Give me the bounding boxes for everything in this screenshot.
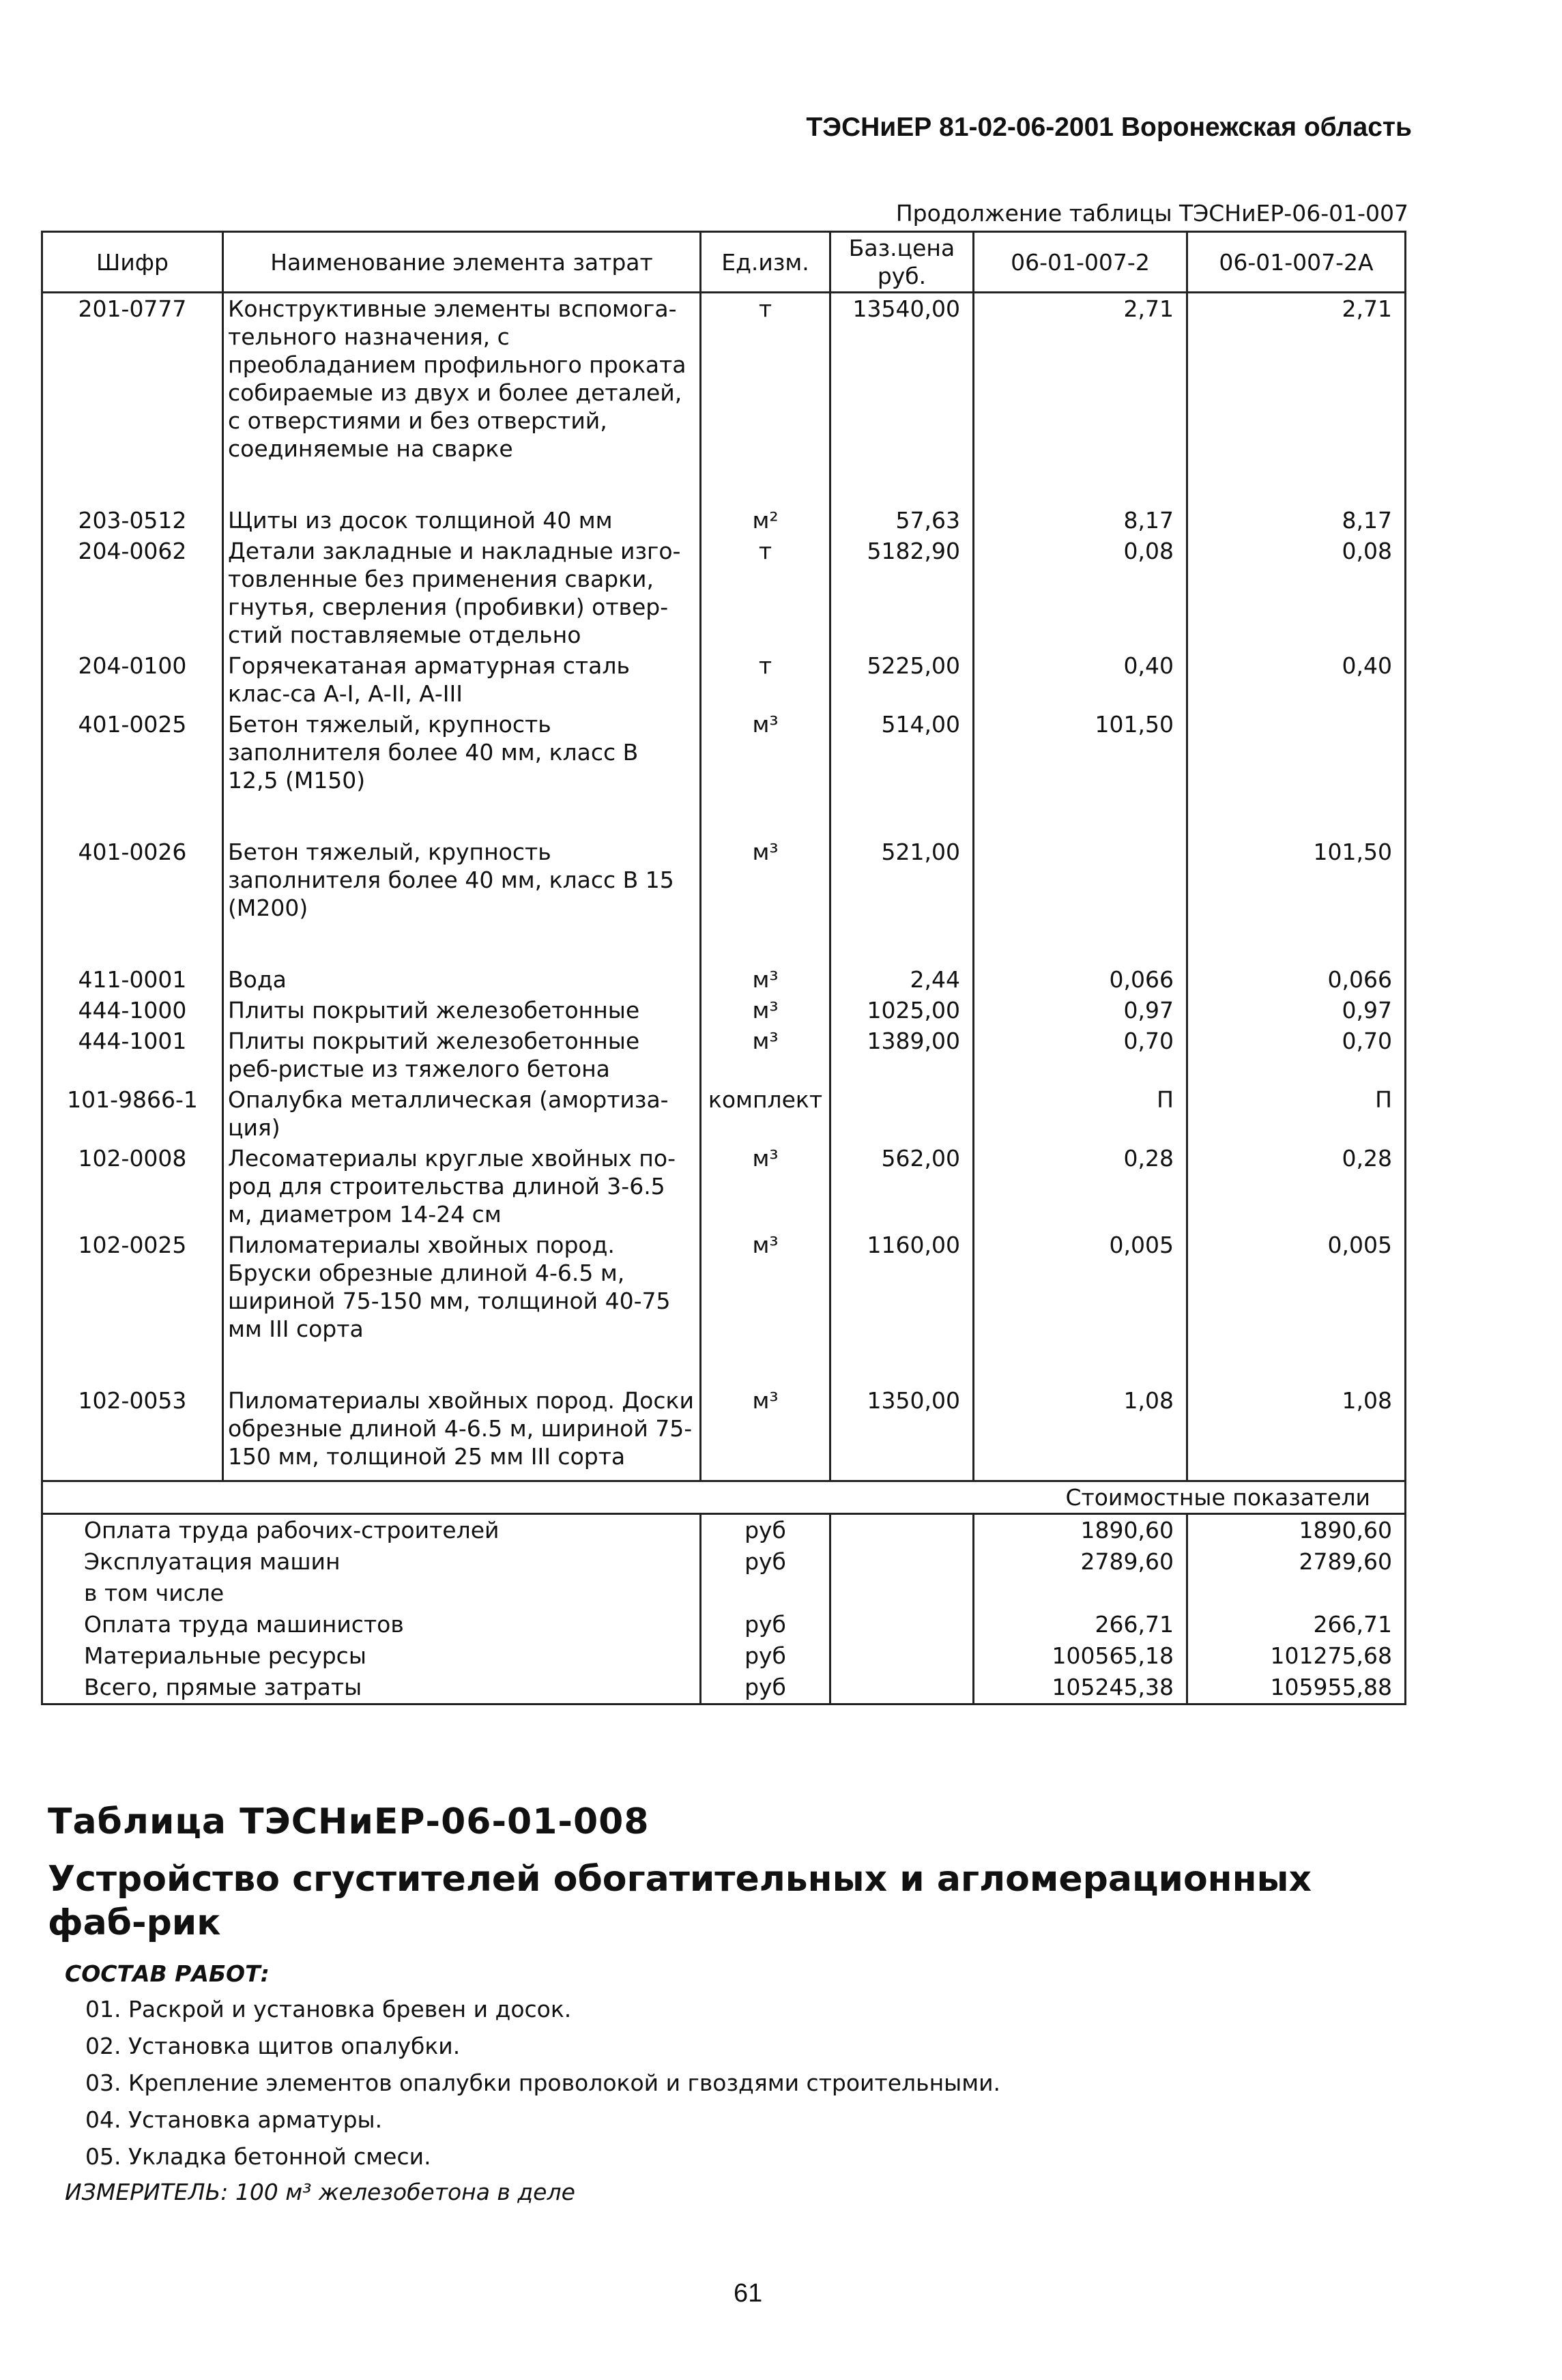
- row-value-2: [1187, 709, 1406, 796]
- row-unit: м³: [701, 995, 830, 1026]
- col-header-name: Наименование элемента затрат: [223, 232, 701, 293]
- row-price: 1160,00: [830, 1230, 974, 1344]
- table-row: [42, 837, 1406, 923]
- row-price: 521,00: [830, 837, 974, 923]
- summary-unit: руб: [701, 1546, 830, 1578]
- row-code: 102-0008: [42, 1143, 223, 1230]
- row-value-2: 0,97: [1187, 995, 1406, 1026]
- row-name: Конструктивные элементы вспомога-тельного назначения, с преобладанием профильного проката собираемые из двух и более деталей, с отверстиями и без отверстий, соединяемые на сварке: [223, 293, 701, 465]
- row-code: 204-0062: [42, 536, 223, 650]
- row-code: 401-0026: [42, 837, 223, 923]
- row-unit: м³: [701, 837, 830, 923]
- row-name: Бетон тяжелый, крупность заполнителя более 40 мм, класс В 12,5 (М150): [223, 709, 701, 796]
- row-unit: м³: [701, 709, 830, 796]
- row-code: 203-0512: [42, 505, 223, 536]
- row-value-1: 8,17: [974, 505, 1187, 536]
- table-row: [42, 709, 1406, 796]
- summary-value-1: 100565,18: [974, 1640, 1187, 1672]
- row-unit: м³: [701, 964, 830, 995]
- summary-value-2: 1890,60: [1187, 1514, 1406, 1547]
- col-header-v1: 06-01-007-2: [974, 232, 1187, 293]
- row-value-1: 1,08: [974, 1385, 1187, 1472]
- row-code: 201-0777: [42, 293, 223, 465]
- summary-row: [42, 1514, 1406, 1547]
- row-value-2: 8,17: [1187, 505, 1406, 536]
- row-name: Опалубка металлическая (амортиза-ция): [223, 1084, 701, 1143]
- works-item: 02. Установка щитов опалубки.: [85, 2033, 461, 2059]
- summary-row: [42, 1640, 1406, 1672]
- table-header-row: [42, 232, 1406, 293]
- spacer-row: [42, 796, 1406, 837]
- table-row: [42, 505, 1406, 536]
- row-value-1: 0,005: [974, 1230, 1187, 1344]
- col-header-unit: Ед.изм.: [701, 232, 830, 293]
- works-item: 05. Укладка бетонной смеси.: [85, 2143, 431, 2170]
- table-row: [42, 293, 1406, 465]
- summary-unit: руб: [701, 1609, 830, 1640]
- row-value-1: 0,97: [974, 995, 1187, 1026]
- summary-value-2: [1187, 1578, 1406, 1609]
- row-name: Бетон тяжелый, крупность заполнителя более 40 мм, класс В 15 (М200): [223, 837, 701, 923]
- row-code: 444-1000: [42, 995, 223, 1026]
- row-unit: т: [701, 536, 830, 650]
- row-value-2: 0,08: [1187, 536, 1406, 650]
- row-value-1: [974, 837, 1187, 923]
- row-value-2: 1,08: [1187, 1385, 1406, 1472]
- works-heading: СОСТАВ РАБОТ:: [65, 1960, 270, 1987]
- table-row: [42, 1084, 1406, 1143]
- summary-value-1: 1890,60: [974, 1514, 1187, 1547]
- running-header: ТЭСНиЕР 81-02-06-2001 Воронежская область: [806, 113, 1412, 142]
- summary-label: Всего, прямые затраты: [42, 1672, 701, 1704]
- row-price: 562,00: [830, 1143, 974, 1230]
- table-subtitle: Устройство сгустителей обогатительных и агломерационных фаб-рик: [48, 1859, 1312, 1943]
- row-price: 5225,00: [830, 650, 974, 709]
- table-title: Таблица ТЭСНиЕР-06-01-008: [48, 1801, 650, 1842]
- works-list: [85, 1991, 1000, 2175]
- summary-unit: руб: [701, 1640, 830, 1672]
- row-name: Пиломатериалы хвойных пород. Бруски обрезные длиной 4-6.5 м, шириной 75-150 мм, толщиной 40-75 мм III сорта: [223, 1230, 701, 1344]
- row-unit: м²: [701, 505, 830, 536]
- summary-value-1: 2789,60: [974, 1546, 1187, 1578]
- row-name: Детали закладные и накладные изго-товленные без применения сварки, гнутья, сверления (пробивки) отвер-стий поставляемые отдельно: [223, 536, 701, 650]
- row-unit: м³: [701, 1026, 830, 1084]
- row-code: 401-0025: [42, 709, 223, 796]
- row-value-2: 0,70: [1187, 1026, 1406, 1084]
- summary-unit: руб: [701, 1672, 830, 1704]
- row-unit: т: [701, 650, 830, 709]
- row-code: 101-9866-1: [42, 1084, 223, 1143]
- row-value-2: 2,71: [1187, 293, 1406, 465]
- summary-label: Оплата труда машинистов: [42, 1609, 701, 1640]
- summary-label: Материальные ресурсы: [42, 1640, 701, 1672]
- row-price: 1389,00: [830, 1026, 974, 1084]
- summary-value-2: 2789,60: [1187, 1546, 1406, 1578]
- table-row: [42, 536, 1406, 650]
- summary-value-1: 105245,38: [974, 1672, 1187, 1704]
- row-unit: м³: [701, 1143, 830, 1230]
- table-continuation-note: Продолжение таблицы ТЭСНиЕР-06-01-007: [895, 200, 1408, 227]
- row-name: Горячекатаная арматурная сталь клас-са А-I, А-II, А-III: [223, 650, 701, 709]
- works-item: 01. Раскрой и установка бревен и досок.: [85, 1996, 572, 2022]
- row-name: Плиты покрытий железобетонные реб-ристые из тяжелого бетона: [223, 1026, 701, 1084]
- row-name: Лесоматериалы круглые хвойных по-род для строительства длиной 3-6.5 м, диаметром 14-24 см: [223, 1143, 701, 1230]
- summary-unit: [701, 1578, 830, 1609]
- row-unit: комплект: [701, 1084, 830, 1143]
- row-price: 1025,00: [830, 995, 974, 1026]
- spacer-row: [42, 1344, 1406, 1385]
- cost-title-row: [42, 1481, 1406, 1514]
- col-header-v2: 06-01-007-2А: [1187, 232, 1406, 293]
- table-row: [42, 1143, 1406, 1230]
- summary-value-2: 105955,88: [1187, 1672, 1406, 1704]
- row-unit: м³: [701, 1230, 830, 1344]
- row-value-2: 0,28: [1187, 1143, 1406, 1230]
- row-value-2: 0,40: [1187, 650, 1406, 709]
- row-code: 102-0053: [42, 1385, 223, 1472]
- summary-row: [42, 1609, 1406, 1640]
- spacer-row: [42, 1472, 1406, 1481]
- row-code: 444-1001: [42, 1026, 223, 1084]
- row-value-1: 0,70: [974, 1026, 1187, 1084]
- row-value-1: 0,40: [974, 650, 1187, 709]
- row-price: 2,44: [830, 964, 974, 995]
- works-item: 03. Крепление элементов опалубки проволокой и гвоздями строительными.: [85, 2070, 1001, 2096]
- summary-row: [42, 1578, 1406, 1609]
- row-price: 57,63: [830, 505, 974, 536]
- summary-value-2: 101275,68: [1187, 1640, 1406, 1672]
- table-row: [42, 650, 1406, 709]
- summary-row: [42, 1672, 1406, 1704]
- summary-value-1: 266,71: [974, 1609, 1187, 1640]
- row-price: 13540,00: [830, 293, 974, 465]
- row-name: Щиты из досок толщиной 40 мм: [223, 505, 701, 536]
- row-name: Плиты покрытий железобетонные: [223, 995, 701, 1026]
- table-row: [42, 1026, 1406, 1084]
- row-unit: м³: [701, 1385, 830, 1472]
- row-value-2: 0,005: [1187, 1230, 1406, 1344]
- row-code: 411-0001: [42, 964, 223, 995]
- summary-value-2: 266,71: [1187, 1609, 1406, 1640]
- row-value-2: 101,50: [1187, 837, 1406, 923]
- col-header-price: Баз.цена руб.: [830, 232, 974, 293]
- row-price: 514,00: [830, 709, 974, 796]
- summary-label: в том числе: [42, 1578, 701, 1609]
- row-code: 204-0100: [42, 650, 223, 709]
- row-value-2: П: [1187, 1084, 1406, 1143]
- row-value-1: П: [974, 1084, 1187, 1143]
- row-value-2: 0,066: [1187, 964, 1406, 995]
- page-number: 61: [734, 2279, 763, 2308]
- col-header-code: Шифр: [42, 232, 223, 293]
- summary-label: Оплата труда рабочих-строителей: [42, 1514, 701, 1547]
- row-value-1: 2,71: [974, 293, 1187, 465]
- spacer-row: [42, 464, 1406, 505]
- cost-title: Стоимостные показатели: [42, 1481, 1406, 1514]
- table-row: [42, 964, 1406, 995]
- table-row: [42, 1385, 1406, 1472]
- summary-label: Эксплуатация машин: [42, 1546, 701, 1578]
- row-value-1: 101,50: [974, 709, 1187, 796]
- row-code: 102-0025: [42, 1230, 223, 1344]
- row-name: Пиломатериалы хвойных пород. Доски обрезные длиной 4-6.5 м, шириной 75-150 мм, толщиной 25 мм III сорта: [223, 1385, 701, 1472]
- works-item: 04. Установка арматуры.: [85, 2106, 383, 2133]
- summary-value-1: [974, 1578, 1187, 1609]
- row-price: 5182,90: [830, 536, 974, 650]
- resource-table: [41, 231, 1406, 1705]
- measure-note: ИЗМЕРИТЕЛЬ: 100 м³ железобетона в деле: [65, 2179, 575, 2205]
- row-value-1: 0,066: [974, 964, 1187, 995]
- table-row: [42, 1230, 1406, 1344]
- summary-unit: руб: [701, 1514, 830, 1547]
- row-unit: т: [701, 293, 830, 465]
- row-name: Вода: [223, 964, 701, 995]
- row-value-1: 0,08: [974, 536, 1187, 650]
- summary-row: [42, 1546, 1406, 1578]
- row-price: [830, 1084, 974, 1143]
- row-value-1: 0,28: [974, 1143, 1187, 1230]
- table-row: [42, 995, 1406, 1026]
- spacer-row: [42, 923, 1406, 964]
- row-price: 1350,00: [830, 1385, 974, 1472]
